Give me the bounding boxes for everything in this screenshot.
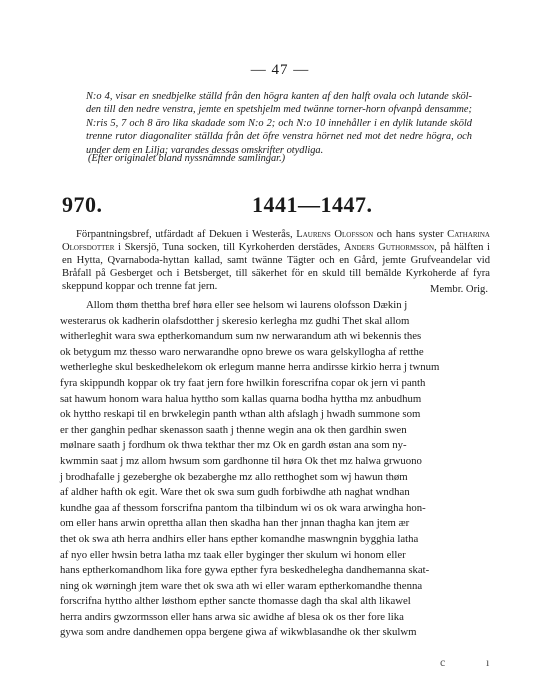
transcription-line: westerarus ok kadherin olafsdotther j skeresio kerlegha mz gudhi Thet skal allom xyxy=(60,314,410,327)
transcription-line: thet ok swa ath herra andhirs eller hans epther komandhe maswngnin bygghia latha xyxy=(60,532,419,545)
transcription-line: wetherleghe skul beskedhelekom ok erlegum manne herra andirsse kirkio herra j twnum xyxy=(60,361,440,374)
summary-text: i Skersjö, Tuna socken, till Kyrkoherden derstädes, xyxy=(114,242,344,253)
transcription-line: af nyo eller hwsin betra latha mz taak eller byginger ther skulum wi honom eller xyxy=(60,548,406,561)
transcription-line: af aldher hafth ok egit. Ware thet ok swa sum gudh forbiwdhe ath naghat wndhan xyxy=(60,486,410,499)
page-edge-mark: ı xyxy=(486,655,490,669)
transcription-line: gywa som andre dandhemen oppa bergene giwa af wikwblasandhe ok ther skulwm xyxy=(60,626,417,639)
summary-text: och hans syster xyxy=(373,229,448,240)
transcription-line: ok hyttho reskapi til en brwkelegin panth wthan alth afslagh j hwadh summone som xyxy=(60,408,421,421)
transcription-line: fyra skippundh koppar ok try faat jern fore hwilkin forescrifna copar ok jern vi panth xyxy=(60,376,426,389)
source-note: Membr. Orig. xyxy=(430,284,488,295)
document-date: 1441—1447. xyxy=(252,192,373,217)
transcription-line: mølnare saath j fordhum ok thwa tekthar ther mz Ok en gardh østan ana som ny- xyxy=(60,439,407,452)
person-name: Laurens Olofsson xyxy=(296,229,374,240)
transcription-line: Allom thøm thettha bref høra eller see helsom wi laurens olofsson Dækin j xyxy=(86,299,408,311)
transcription-line: kwmmin saat j mz allom hwsum som gardhonne til høra Ok thet mz halwa grwuono xyxy=(60,454,422,467)
document-summary xyxy=(62,228,490,293)
transcription-line: er ther ganghin pedhar skenasson saath j thenne wegin ana ok then gardhin swen xyxy=(60,423,407,436)
summary-text: , på hälften i en Hytta, Qvarnaboda-hyttan kallad, samt twänne Tägter och en Gård, jemte Grufveandelar vid Bråfall på Gesberget och i Betsberget, till säkerhet för en skuld till bemälde Kyrkoherde af fyra skeppund koppar och trenne fat jern. xyxy=(62,242,491,292)
summary-text: Förpantningsbref, utfärdadt af Dekuen i Westerås, xyxy=(76,229,297,240)
transcription-line: herra andirs gwzormsson eller hans arwa sic awidhe af blesa ok os ther fore lika xyxy=(60,610,404,623)
person-name: Anders Guthormsson xyxy=(343,242,435,253)
transcription-line: ning ok wørningh jtem ware thet ok swa ath wi eller waram eptherkomandhe thenna xyxy=(60,579,423,592)
transcription-line: j brodhafalle j gezeberghe ok bezaberghe mz allo retthoghet som wj hawun thøm xyxy=(60,470,408,483)
page-number: — 47 — xyxy=(250,62,310,78)
transcription-line: forscrifna hyttho alther løsthom epther sancte thomasse dagh tha skal alth likawel xyxy=(60,595,411,608)
transcription-line: ok betygum mz thesso waro nerwarandhe opno brewe os wara gelskyllogha af retthe xyxy=(60,345,424,358)
note-source: (Efter originalet bland nyssnämnde samlingar.) xyxy=(88,153,286,164)
person-name: Catharina Olofsdotter xyxy=(62,229,490,253)
transcription-line: hans eptherkomandhom lika fore gywa epther fyra beskedhelegha dandhemanna skat- xyxy=(60,564,430,577)
page-edge-mark: c xyxy=(440,655,446,669)
transcription-line: om eller hans arwin oprettha allan then skadha han ther jnnan thagha kan jtem ær xyxy=(60,517,410,530)
document-transcription xyxy=(60,298,492,641)
transcription-line: sat hawum honom wara halua hyttho som kallas quarna bodha hyttha mz anbudhum xyxy=(60,392,422,405)
previous-document-note: N:o 4, visar en snedbjelke ställd från den högra kanten af den halft ovala och lutande sköl-den till den nedre venstra, jemte en spetshjelm med twänne torner-horn ofvanpå densamme; N:ris 5, 7 och 8 äro lika skadade som N:o 2; och N:o 10 innehåller i en dylik lutande sköld trenne rutor diagonaliter ställda från det öfre venstra hörnet ned mot det nedre högra, och under dem en Lilja; varandes dessas omskrifter otydliga. xyxy=(86,91,472,156)
transcription-line: kundhe gaa af thessom forscrifna pantom tha tilbindum wi os ok wara arwingha hon- xyxy=(60,501,426,514)
document-number: 970. xyxy=(62,192,103,217)
transcription-line: witherleghit wara swa eptherkomandum sum nw nerwarandum ath wi bekennis thes xyxy=(60,330,422,343)
